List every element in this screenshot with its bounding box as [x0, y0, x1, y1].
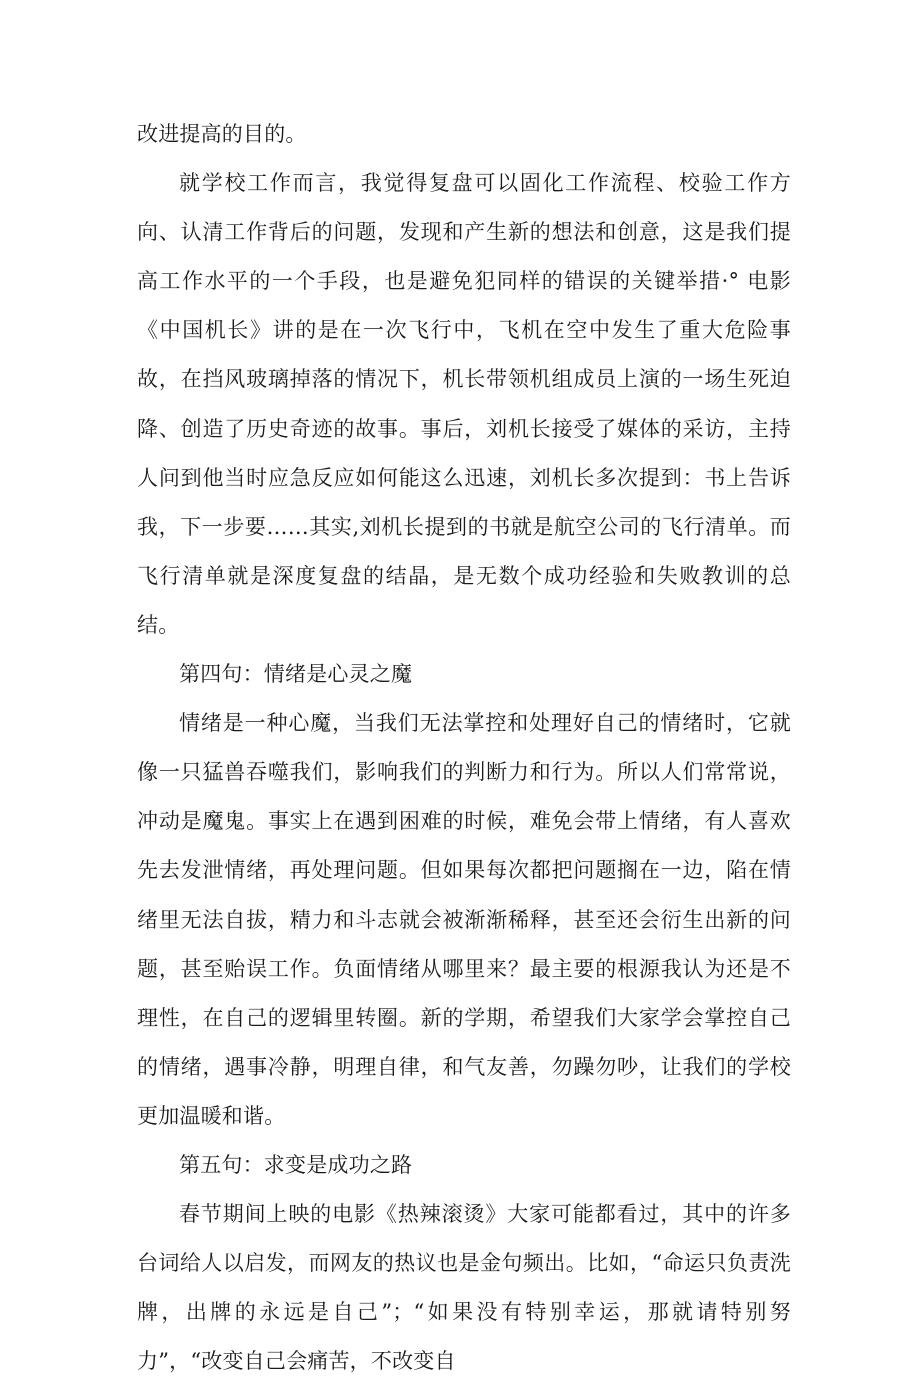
paragraph-emotion: 情绪是一种心魔，当我们无法掌控和处理好自己的情绪时，它就像一只猛兽吞噬我们，影响我们的判断力和行为。所以人们常常说，冲动是魔鬼。事实上在遇到困难的时候，难免会带上情绪，有人喜欢先去发泄情绪，再处理问题。但如果每次都把问题搁在一边，陷在情绪里无法自拔，精力和斗志就会被渐渐稀释，甚至还会衍生出新的问题，甚至贻误工作。负面情绪从哪里来？最主要的根源我认为还是不理性，在自己的逻辑里转圈。新的学期，希望我们大家学会掌控自己的情绪，遇事冷静，明理自律，和气友善，勿躁勿吵，让我们的学校更加温暖和谐。	[137, 711, 791, 1128]
section-heading-4: 第四句：情绪是心灵之魔	[179, 662, 413, 687]
paragraph-continuation: 改进提高的目的。	[137, 122, 307, 146]
paragraph-change: 春节期间上映的电影《热辣滚烫》大家可能都看过，其中的许多台词给人以启发，而网友的热议也是金句频出。比如，“命运只负责洗牌，出牌的永远是自己”；“如果没有特别幸运，那就请特别努力”，“改变自己会痛苦，不改变自	[137, 1202, 791, 1374]
document-body	[137, 110, 791, 1386]
paragraph-review-work: 就学校工作而言，我觉得复盘可以固化工作流程、校验工作方向、认清工作背后的问题，发现和产生新的想法和创意，这是我们提高工作水平的一个手段，也是避免犯同样的错误的关键举措·° 电影《中国机长》讲的是在一次飞行中，飞机在空中发生了重大危险事故，在挡风玻璃掉落的情况下，机长带领机组成员上演的一场生死迫降、创造了历史奇迹的故事。事后，刘机长接受了媒体的采访，主持人问到他当时应急反应如何能这么迅速，刘机长多次提到：书上告诉我，下一步要……其实,刘机长提到的书就是航空公司的飞行清单。而飞行清单就是深度复盘的结晶，是无数个成功经验和失败教训的总结。	[137, 171, 791, 637]
section-heading-5: 第五句：求变是成功之路	[179, 1152, 413, 1177]
